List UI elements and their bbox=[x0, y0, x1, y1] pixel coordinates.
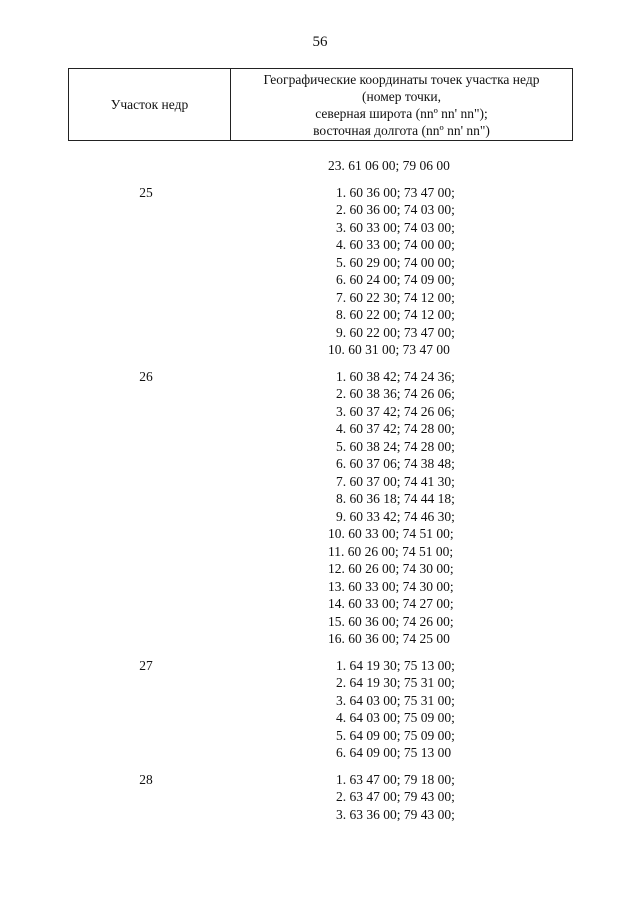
coordinate-line: 4. 60 33 00; 74 00 00; bbox=[336, 237, 455, 252]
table-header bbox=[68, 68, 573, 141]
coordinate-line: 16. 60 36 00; 74 25 00 bbox=[328, 631, 450, 646]
coordinate-line: 2. 63 47 00; 79 43 00; bbox=[336, 789, 455, 804]
coordinate-line: 3. 60 33 00; 74 03 00; bbox=[336, 219, 455, 235]
coordinate-line: 9. 60 22 00; 73 47 00; bbox=[336, 324, 455, 340]
coordinate-line: 1. 63 47 00; 79 18 00; bbox=[336, 771, 455, 787]
header-coord-line: восточная долгота (nnº nn' nn") bbox=[313, 123, 490, 138]
plot-section bbox=[0, 368, 640, 648]
coordinate-line: 3. 60 37 42; 74 26 06; bbox=[336, 403, 455, 419]
coordinate-line: 2. 60 38 36; 74 26 06; bbox=[336, 386, 455, 401]
coordinate-line: 12. 60 26 00; 74 30 00; bbox=[328, 561, 454, 576]
header-column-plot: Участок недр bbox=[69, 69, 231, 140]
coordinate-line: 6. 64 09 00; 75 13 00 bbox=[336, 745, 452, 760]
coordinate-line: 6. 60 37 06; 74 38 48; bbox=[336, 456, 455, 471]
plot-section bbox=[0, 657, 640, 762]
coordinate-list bbox=[328, 368, 640, 648]
coordinate-line: 11. 60 26 00; 74 51 00; bbox=[328, 543, 454, 559]
coordinate-table-body bbox=[0, 157, 640, 832]
plot-id: 28 bbox=[139, 771, 153, 787]
plot-section bbox=[0, 184, 640, 359]
coordinate-line: 2. 64 19 30; 75 31 00; bbox=[336, 675, 455, 690]
coordinate-line: 10. 60 33 00; 74 51 00; bbox=[328, 526, 454, 541]
page-number: 56 bbox=[312, 34, 328, 50]
coordinate-line: 9. 60 33 42; 74 46 30; bbox=[336, 508, 455, 524]
plot-id: 27 bbox=[139, 657, 153, 673]
coordinate-line: 5. 60 29 00; 74 00 00; bbox=[336, 254, 455, 270]
coordinate-line: 4. 64 03 00; 75 09 00; bbox=[336, 710, 455, 725]
header-coord-line: Географические координаты точек участка недр bbox=[263, 72, 540, 87]
coordinate-list bbox=[328, 771, 640, 824]
coordinate-line: 23. 61 06 00; 79 06 00 bbox=[328, 158, 450, 173]
coordinate-list bbox=[328, 184, 640, 359]
header-column-coordinates bbox=[231, 69, 572, 140]
plot-id: 25 bbox=[139, 184, 153, 200]
coordinate-list bbox=[328, 657, 640, 762]
header-coord-line: северная широта (nnº nn' nn"); bbox=[315, 106, 488, 121]
coordinate-line: 6. 60 24 00; 74 09 00; bbox=[336, 272, 455, 287]
coordinate-line: 4. 60 37 42; 74 28 00; bbox=[336, 421, 455, 436]
coordinate-line: 5. 60 38 24; 74 28 00; bbox=[336, 438, 455, 454]
coordinate-list bbox=[328, 157, 640, 175]
coordinate-line: 2. 60 36 00; 74 03 00; bbox=[336, 202, 455, 217]
coordinate-line: 15. 60 36 00; 74 26 00; bbox=[328, 613, 454, 629]
coordinate-line: 7. 60 37 00; 74 41 30; bbox=[336, 473, 455, 489]
coordinate-line: 1. 64 19 30; 75 13 00; bbox=[336, 657, 455, 673]
coordinate-line: 3. 63 36 00; 79 43 00; bbox=[336, 806, 455, 822]
plot-section bbox=[0, 157, 640, 175]
coordinate-line: 8. 60 36 18; 74 44 18; bbox=[336, 491, 455, 506]
coordinate-line: 10. 60 31 00; 73 47 00 bbox=[328, 342, 450, 357]
header-coord-line: (номер точки, bbox=[362, 89, 441, 104]
coordinate-line: 7. 60 22 30; 74 12 00; bbox=[336, 289, 455, 305]
coordinate-line: 13. 60 33 00; 74 30 00; bbox=[328, 578, 454, 594]
coordinate-line: 1. 60 36 00; 73 47 00; bbox=[336, 184, 455, 200]
plot-id: 26 bbox=[139, 368, 153, 384]
coordinate-line: 14. 60 33 00; 74 27 00; bbox=[328, 596, 454, 611]
coordinate-line: 1. 60 38 42; 74 24 36; bbox=[336, 368, 455, 384]
coordinate-line: 3. 64 03 00; 75 31 00; bbox=[336, 692, 455, 708]
coordinate-line: 5. 64 09 00; 75 09 00; bbox=[336, 727, 455, 743]
plot-section bbox=[0, 771, 640, 824]
coordinate-line: 8. 60 22 00; 74 12 00; bbox=[336, 307, 455, 322]
